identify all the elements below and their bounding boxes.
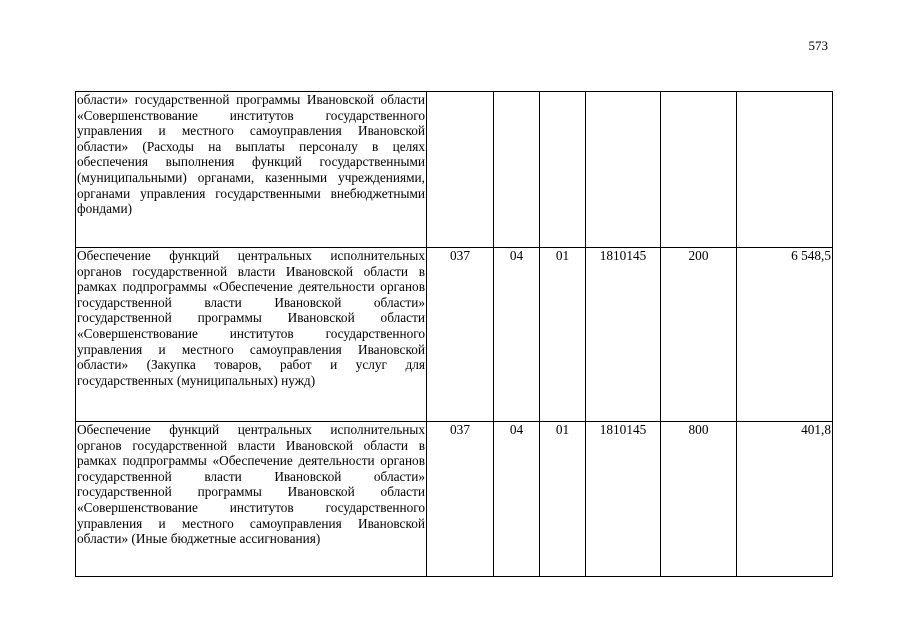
subsection-code-cell: 01 [540,248,586,422]
row-description: области» государственной программы Ивановской области «Совершенствование институтов государственного управления и местного самоуправления Ивановской области» (Расходы на выплаты персоналу в целях обеспечения выполнения функций государственными (муниципальными) органами, казенными учреждениями, органами управления государственными внебюджетными фондами) [76,92,427,248]
expense-type-cell: 800 [661,422,737,577]
expense-type-cell: 200 [661,248,737,422]
table-row [76,92,833,248]
ministry-code-cell [427,92,494,248]
ministry-code-cell: 037 [427,248,494,422]
amount-cell: 6 548,5 [737,248,833,422]
section-code-cell: 04 [494,422,540,577]
table-row [76,248,833,422]
target-article-cell: 1810145 [586,422,661,577]
subsection-code-cell: 01 [540,422,586,577]
row-description: Обеспечение функций центральных исполнительных органов государственной власти Ивановской области в рамках подпрограммы «Обеспечение деятельности органов государственной власти Ивановской области» государственной программы Ивановской области «Совершенствование институтов государственного управления и местного самоуправления Ивановской области» (Закупка товаров, работ и услуг для государственных (муниципальных) нужд) [76,248,427,422]
target-article-cell: 1810145 [586,248,661,422]
subsection-code-cell [540,92,586,248]
target-article-cell [586,92,661,248]
page-number: 573 [808,38,828,53]
expense-type-cell [661,92,737,248]
section-code-cell [494,92,540,248]
table-row [76,422,833,577]
section-code-cell: 04 [494,248,540,422]
amount-cell: 401,8 [737,422,833,577]
ministry-code-cell: 037 [427,422,494,577]
amount-cell [737,92,833,248]
row-description: Обеспечение функций центральных исполнительных органов государственной власти Ивановской области в рамках подпрограммы «Обеспечение деятельности органов государственной власти Ивановской области» государственной программы Ивановской области «Совершенствование институтов государственного управления и местного самоуправления Ивановской области» (Иные бюджетные ассигнования) [76,422,427,577]
budget-table [75,91,833,577]
